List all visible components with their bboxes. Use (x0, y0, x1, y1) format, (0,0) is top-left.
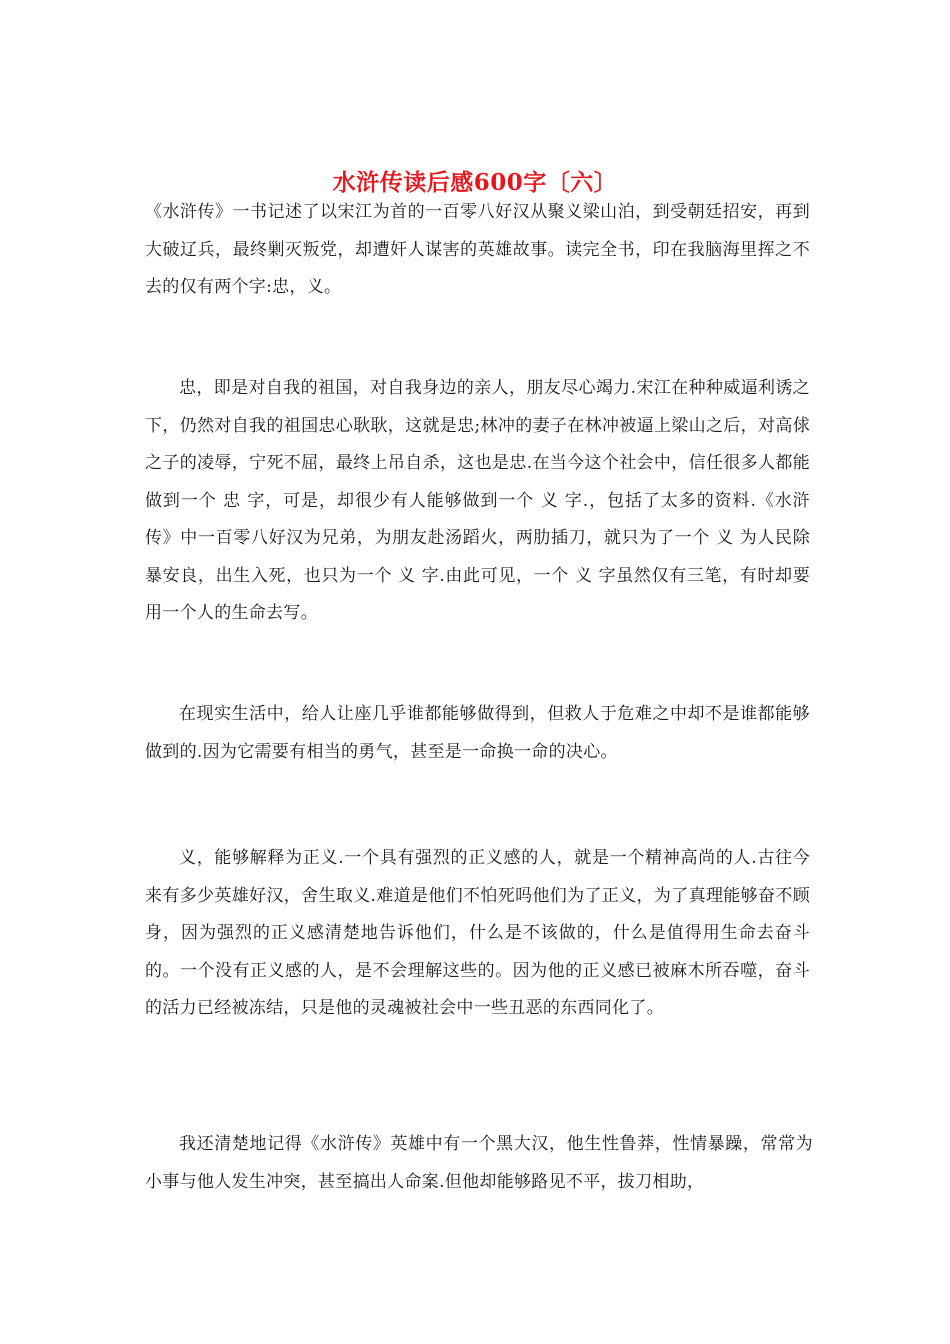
paragraph-real-life: 在现实生活中，给人让座几乎谁都能够做得到，但救人于危难之中却不是谁都能够做到的.因为它需要有相当的勇气，甚至是一命换一命的决心。 (145, 704, 810, 762)
paragraph-loyalty: 忠，即是对自我的祖国，对自我身边的亲人，朋友尽心竭力.宋江在种种威逼利诱之下，仍然对自我的祖国忠心耿耿，这就是忠;林冲的妻子在林冲被逼上梁山之后，对高俅之子的凌辱，宁死不屈，最终上吊自杀，这也是忠.在当今这个社会中，信任很多人都能做到一个 忠 字，可是，却很少有人能够做到一个 义 字.，包括了太多的资料.《水浒传》中一百零八好汉为兄弟，为朋友赴汤蹈火，两肋插刀，就只为了一个 义 为人民除暴安良，出生入死，也只为一个 义 字.由此可见，一个 义 字虽然仅有三笔，有时却要用一个人的生命去写。 (145, 378, 810, 623)
page-title: 水浒传读后感600字〔六〕 (332, 169, 618, 197)
paragraph-black-giant: 我还清楚地记得《水浒传》英雄中有一个黑大汉，他生性鲁莽，性情暴躁，常常为小事与他人发生冲突，甚至搞出人命案.但他却能够路见不平，拔刀相助， (145, 1134, 813, 1192)
paragraph-intro: 《水浒传》一书记述了以宋江为首的一百零八好汉从聚义梁山泊，到受朝廷招安，再到大破辽兵，最终剿灭叛党，却遭奸人谋害的英雄故事。读完全书，印在我脑海里挥之不去的仅有两个字:忠，义。 (145, 202, 810, 297)
paragraph-righteousness: 义，能够解释为正义.一个具有强烈的正义感的人，就是一个精神高尚的人.古往今来有多少英雄好汉，舍生取义.难道是他们不怕死吗他们为了正义，为了真理能够奋不顾身，因为强烈的正义感清楚地告诉他们，什么是不该做的，什么是值得用生命去奋斗的。一个没有正义感的人，是不会理解这些的。因为他的正义感已被麻木所吞噬，奋斗的活力已经被冻结，只是他的灵魂被社会中一些丑恶的东西同化了。 (145, 848, 810, 1018)
